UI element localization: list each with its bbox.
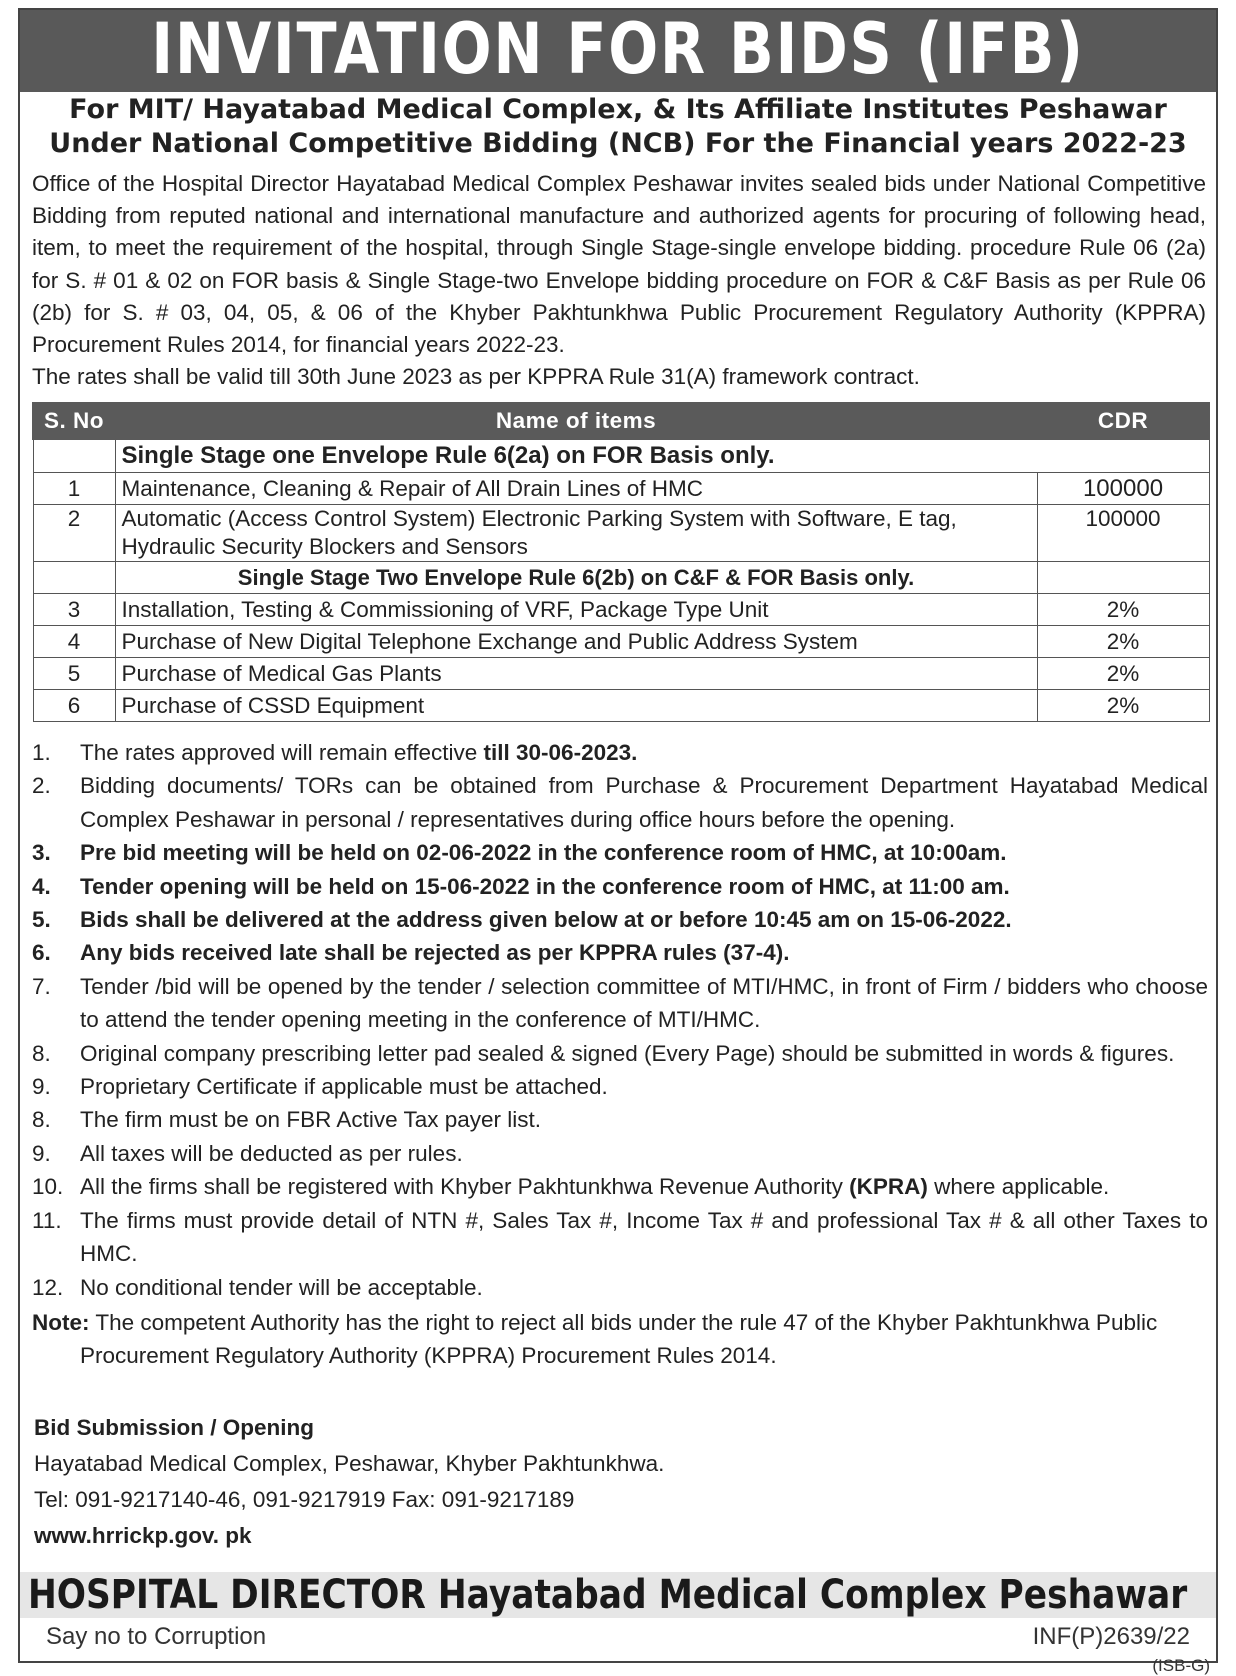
footer-title: HOSPITAL DIRECTOR Hayatabad Medical Complex Peshawar [28, 1572, 1188, 1618]
list-item: 8. Original company prescribing letter pad sealed & signed (Every Page) should be submitted in words & figures. [32, 1040, 1175, 1066]
list-item: 11. The firms must provide detail of NTN #, Sales Tax #, Income Tax # and professional Tax # & all other Taxes to HMC. [32, 1207, 1208, 1267]
subtitle-line-1: For MIT/ Hayatabad Medical Complex, & Its Affiliate Institutes Peshawar [69, 94, 1167, 125]
table-row: 4 Purchase of New Digital Telephone Exchange and Public Address System 2% [33, 626, 1209, 658]
contact-phones: Tel: 091-9217140-46, 091-9217919 Fax: 091-9217189 [34, 1487, 575, 1512]
contact-address: Hayatabad Medical Complex, Peshawar, Khyber Pakhtunkhwa. [34, 1451, 665, 1476]
note-block: Note: The competent Authority has the right to reject all bids under the rule 47 of the Khyber Pakhtunkhwa Public Procurement Regulatory Authority (KPPRA) Procurement Rules 2014. [32, 1309, 1158, 1369]
list-item: 9. All taxes will be deducted as per rules. [32, 1140, 463, 1166]
terms-list [32, 736, 1208, 1373]
col-header-cdr: CDR [1037, 403, 1209, 439]
reference-number: INF(P)2639/22 [1032, 1623, 1190, 1650]
table-row: 3 Installation, Testing & Commissioning of VRF, Package Type Unit 2% [33, 594, 1209, 626]
list-item: 12. No conditional tender will be acceptable. [32, 1274, 483, 1300]
list-item: 6. Any bids received late shall be rejected as per KPPRA rules (37-4). [32, 940, 790, 966]
section-1-label: Single Stage one Envelope Rule 6(2a) on FOR Basis only. [115, 439, 1209, 473]
col-header-name: Name of items [115, 403, 1037, 439]
list-item: 10. All the firms shall be registered with Khyber Pakhtunkhwa Revenue Authority (KPRA) where applicable. [32, 1174, 1110, 1200]
page-title: INVITATION FOR BIDS (IFB) [151, 8, 1085, 90]
contact-heading: Bid Submission / Opening [34, 1415, 315, 1440]
section-row-1 [33, 439, 1209, 473]
section-2-label: Single Stage Two Envelope Rule 6(2b) on C&F & FOR Basis only. [115, 562, 1037, 594]
agency-code: (ISB-G) [1152, 1656, 1210, 1675]
col-header-sno: S. No [33, 403, 115, 439]
list-item: 7. Tender /bid will be opened by the tender / selection committee of MTI/HMC, in front of Firm / bidders who choose to attend the tender opening meeting in the conference of MTI/HMC. [32, 973, 1208, 1033]
table-header [33, 403, 1209, 439]
intro-paragraph: Office of the Hospital Director Hayatabad Medical Complex Peshawar invites sealed bids under National Competitive Bidding from reputed national and international manufacture and authorized agents for procuring of following head, item, to meet the requirement of the hospital, through Single Stage-single envelope bidding. procedure Rule 06 (2a) for S. # 01 & 02 on FOR basis & Single Stage-two Envelope bidding procedure on FOR & C&F Basis as per Rule 06 (2b) for S. # 03, 04, 05, & 06 of the Khyber Pakhtunkhwa Public Procurement Regulatory Authority (KPPRA) Procurement Rules 2014, for financial years 2022-23. [32, 171, 1206, 358]
validity-text: The rates shall be valid till 30th June 2023 as per KPPRA Rule 31(A) framework contract. [32, 364, 920, 390]
table-row: 5 Purchase of Medical Gas Plants 2% [33, 658, 1209, 690]
table-row: 6 Purchase of CSSD Equipment 2% [33, 690, 1209, 722]
website-link[interactable]: www.hrrickp.gov. pk [34, 1523, 252, 1548]
list-item: 2. Bidding documents/ TORs can be obtained from Purchase & Procurement Department Hayatabad Medical Complex Peshawar in personal / representatives during office hours before the opening. [32, 773, 1208, 832]
intro-section [32, 168, 1206, 393]
contact-block [34, 1410, 1194, 1554]
list-item: 3. Pre bid meeting will be held on 02-06-2022 in the conference room of HMC, at 10:00am. [32, 840, 1007, 866]
list-item: 9. Proprietary Certificate if applicable must be attached. [32, 1074, 608, 1100]
subtitle-line-2: Under National Competitive Bidding (NCB) For the Financial years 2022-23 [49, 128, 1187, 159]
table-row: 2 Automatic (Access Control System) Electronic Parking System with Software, E tag, Hydraulic Security Blockers and Sensors 100000 [33, 505, 1209, 562]
list-item: 1. The rates approved will remain effective till 30-06-2023. [32, 740, 638, 765]
list-item: 8. The firm must be on FBR Active Tax payer list. [32, 1107, 541, 1133]
table-row: 1 Maintenance, Cleaning & Repair of All Drain Lines of HMC 100000 [33, 473, 1209, 505]
list-item: 4. Tender opening will be held on 15-06-2022 in the conference room of HMC, at 11:00 am. [32, 873, 1010, 899]
items-table [32, 402, 1210, 722]
section-row-2 [33, 562, 1209, 594]
slogan: Say no to Corruption [46, 1623, 267, 1650]
note-label: Note: [32, 1309, 90, 1335]
list-item: 5. Bids shall be delivered at the address given below at or before 10:45 am on 15-06-2022. [32, 907, 1012, 933]
